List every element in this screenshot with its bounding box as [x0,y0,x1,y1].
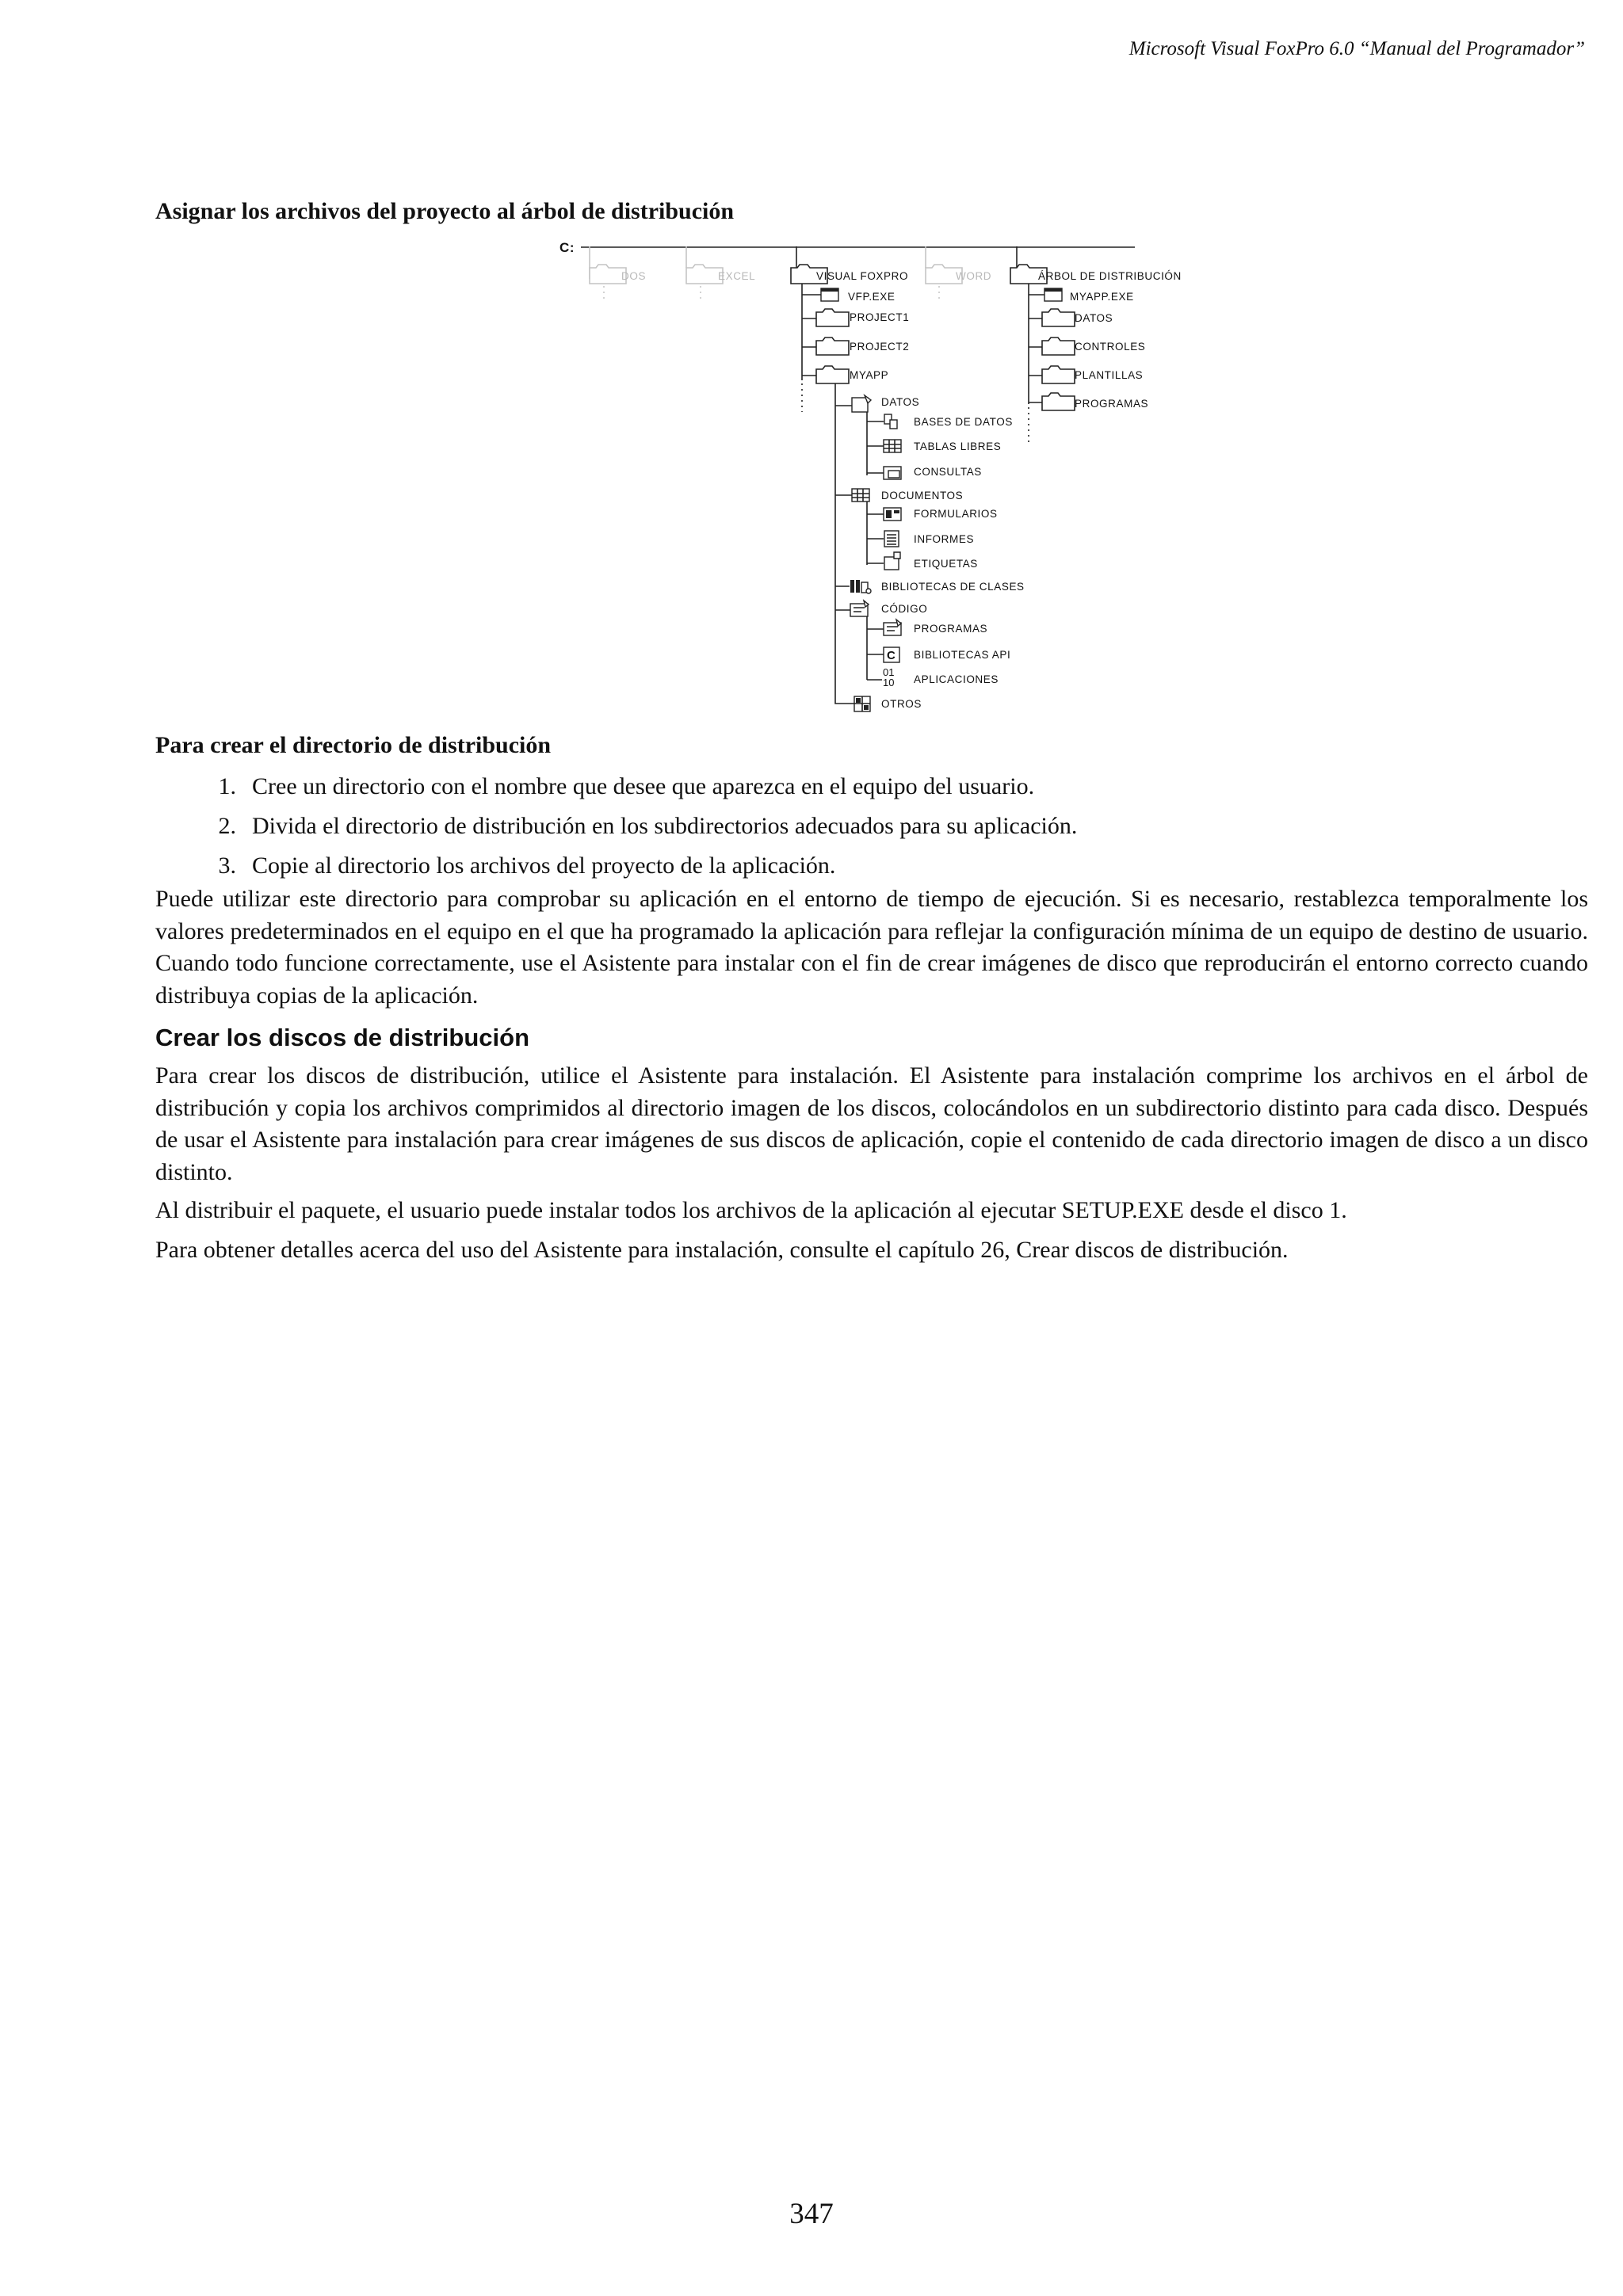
myapp-tablas-libres [867,440,1001,452]
svg-text:BASES DE DATOS: BASES DE DATOS [914,416,1013,428]
svg-text:VFP.EXE: VFP.EXE [848,291,896,303]
svg-text:APLICACIONES: APLICACIONES [914,673,999,685]
folder-plantillas [1029,366,1143,383]
svg-text:MYAPP: MYAPP [850,369,889,381]
folder-project2 [802,338,909,355]
running-header: Microsoft Visual FoxPro 6.0 “Manual del Programador” [1128,38,1585,59]
svg-text:DOCUMENTOS: DOCUMENTOS [881,490,964,502]
svg-text:PROGRAMAS: PROGRAMAS [1075,398,1149,410]
folder-dos [590,246,646,303]
paragraph-discos-1: Para crear los discos de distribución, utilice el Asistente para instalación. El Asistente para instalación comprime los archivos en el árbol de distribución y copia los archivos comprimidos al directorio imagen de los discos, colocándolos en un subdirectorio distinto para cada disco. Después de usar el Asistente para instalación para crear imágenes de sus discos de aplicación, copie el contenido de cada directorio imagen de disco a un disco distinto. [155,1062,1588,1185]
folder-controles [1029,338,1145,355]
svg-text:C: C [887,649,896,662]
section-heading-crear-directorio: Para crear el directorio de distribución [155,732,552,758]
svg-text:PLANTILLAS: PLANTILLAS [1075,369,1144,381]
svg-text:TABLAS LIBRES: TABLAS LIBRES [914,441,1002,452]
distribution-tree-diagram [0,0,1623,737]
myapp-documentos [835,489,963,502]
svg-text:OTROS: OTROS [881,698,922,710]
svg-text:CÓDIGO: CÓDIGO [881,603,928,615]
myapp-etiquetas [867,552,978,570]
myapp-formularios [867,508,998,521]
section-heading-asignar: Asignar los archivos del proyecto al árbol de distribución [155,198,735,224]
svg-text:PROJECT2: PROJECT2 [850,341,910,353]
folder-word [926,246,991,303]
myapp-programas [867,620,987,635]
svg-text:FORMULARIOS: FORMULARIOS [914,508,998,520]
svg-text:10: 10 [883,677,895,688]
steps-list [155,767,1588,886]
list-item: 1. Cree un directorio con el nombre que desee que aparezca en el equipo del usuario. [218,773,1035,799]
folder-arbol-datos [1029,309,1113,326]
svg-text:CONSULTAS: CONSULTAS [914,466,982,478]
myapp-consultas [867,466,982,479]
svg-text:WORD: WORD [956,270,992,282]
paragraph-discos-2: Al distribuir el paquete, el usuario puede instalar todos los archivos de la aplicación al ejecutar SETUP.EXE desde el disco 1. [155,1197,1347,1223]
svg-text:CONTROLES: CONTROLES [1075,341,1146,353]
myapp-bases-de-datos [867,414,1013,429]
svg-text:EXCEL: EXCEL [718,270,756,282]
myapp-codigo [835,601,927,616]
myapp-informes [867,531,974,547]
svg-text:ETIQUETAS: ETIQUETAS [914,558,978,570]
myapp-aplicaciones [867,666,999,688]
folder-myapp [802,366,888,383]
paragraph-directorio: Puede utilizar este directorio para comprobar su aplicación en el entorno de tiempo de ejecución. Si es necesario, restablezca temporalmente los valores predeterminados en el equipo en el que ha programado la aplicación para reflejar la configuración mínima de un equipo de destino de usuario. Cuando todo funcione correctamente, use el Asistente para instalar con el fin de crear imágenes de disco que reproducirán el entorno correcto cuando distribuya copias de la aplicación. [155,886,1588,1009]
svg-text:BIBLIOTECAS DE CLASES: BIBLIOTECAS DE CLASES [881,581,1025,593]
folder-visual-foxpro [791,246,908,284]
file-vfp-exe [802,288,895,303]
svg-text:PROJECT1: PROJECT1 [850,311,910,323]
myapp-datos [835,395,919,412]
myapp-bibliotecas-de-clases [835,580,1025,593]
file-myapp-exe [1029,288,1134,303]
folder-programas-arbol [1029,393,1148,410]
list-item: 3. Copie al directorio los archivos del proyecto de la aplicación. [218,852,836,879]
svg-text:DOS: DOS [621,270,647,282]
svg-text:ÁRBOL DE DISTRIBUCIÓN: ÁRBOL DE DISTRIBUCIÓN [1038,270,1182,282]
svg-text:PROGRAMAS: PROGRAMAS [914,623,988,635]
svg-text:VISUAL FOXPRO: VISUAL FOXPRO [816,270,909,282]
myapp-otros [854,696,922,711]
svg-text:BIBLIOTECAS API: BIBLIOTECAS API [914,649,1011,661]
tree-root-label: C: [559,240,575,255]
list-item: 2. Divida el directorio de distribución en los subdirectorios adecuados para su aplicación. [218,813,1078,839]
folder-excel [686,246,755,303]
paragraph-discos-3: Para obtener detalles acerca del uso del Asistente para instalación, consulte el capítulo 26, Crear discos de distribución. [155,1237,1289,1263]
svg-text:DATOS: DATOS [1075,312,1113,324]
svg-text:DATOS: DATOS [881,396,920,408]
svg-text:MYAPP.EXE: MYAPP.EXE [1070,291,1134,303]
page-number: 347 [789,2198,834,2230]
folder-project1 [802,309,909,326]
folder-arbol-distribucion [1010,246,1182,284]
svg-text:01: 01 [883,666,895,678]
section-heading-crear-discos: Crear los discos de distribución [155,1024,530,1051]
myapp-bibliotecas-api [867,647,1010,662]
svg-text:INFORMES: INFORMES [914,533,975,545]
